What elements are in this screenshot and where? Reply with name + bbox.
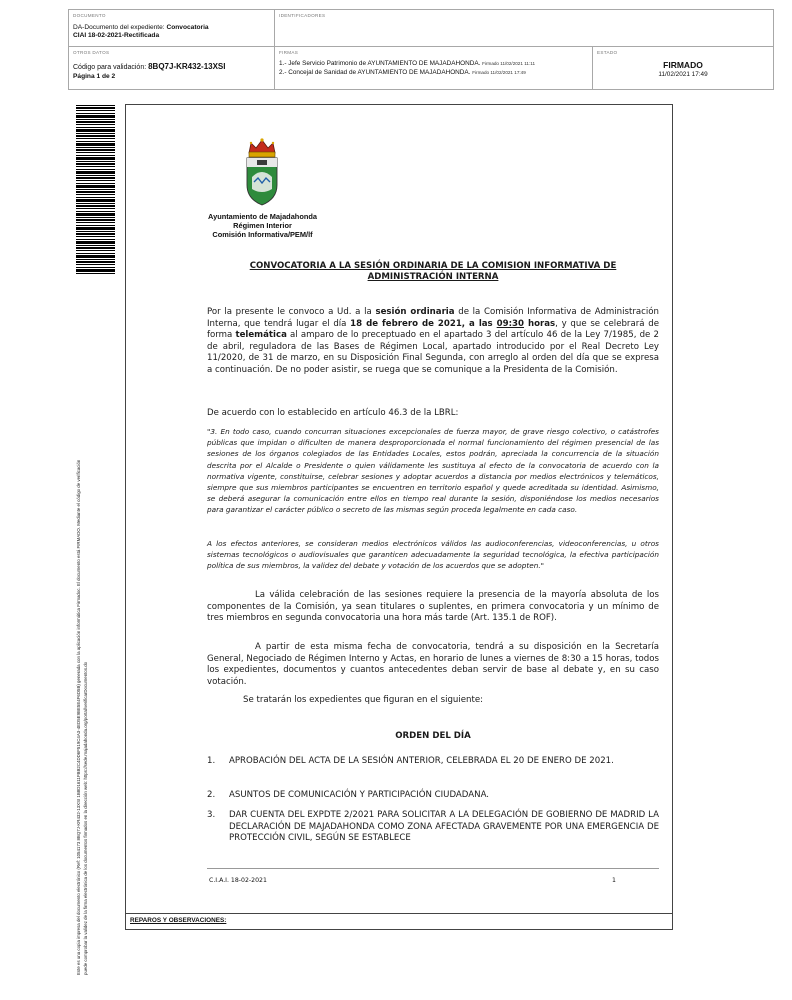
side-line-1: Este es una copia impresa del documento electrónico (Ref: 1054173 8BQ7J-KR432-13XSI 1B8D1611FBB2C4DD6F519C4A3-4ED5E9BE5E4F6D5B) generada con la aplicación informática Firmadoc. El documento está FIRMADO. Mediante el código de verificación [76, 459, 81, 975]
paragraph-disposicion: A partir de esta misma fecha de convocatoria, tendrá a su disposición en la Secretaría General, Negociado de Régimen Interno y Actas, en horario de lunes a viernes de 8:30 a 15 horas, todos los expedientes, documentos y cuantos antecedentes deban servir de base al debate y, en su caso votación. [207, 642, 659, 687]
footer-divider [207, 868, 659, 869]
estado-cell [593, 47, 773, 89]
paragraph-quorum: La válida celebración de las sesiones requiere la presencia de la mayoría absoluta de los componentes de la Comisión, ya sean titulares o suplentes, en primera convocatoria y un mínimo de tres miembros en segunda convocatoria una hora más tarde (Art. 135.1 de ROF). [207, 590, 659, 624]
document-title [207, 261, 659, 283]
firmas-caption: FIRMAS [279, 50, 299, 55]
municipal-crest-icon [243, 137, 281, 207]
list-item [207, 756, 659, 768]
quote-article-46-3: "3. En todo caso, cuando concurran situaciones excepcionales de fuerza mayor, de grave riesgo colectivo, o catástrofes públicas que impidan o dificulten de manera desproporcionada el normal funcionamiento del régimen presencial de las sesiones de los órganos colegiados de las Entidades Locales, estos podrán, apreciada la concurrencia de la situación descrita por el Alcalde o Presidente o quien válidamente les sustituya al efecto de la convocatoria de acuerdo con la normativa vigente, constituirse, celebrar sesiones y adoptar acuerdos a distancia por medios electrónicos y telemáticos, siempre que sus miembros participantes se encuentren en territorio español y quede acreditada su identidad. Asimismo, se deberá asegurar la comunicación entre ellos en tiempo real durante la sesión, disponiéndose los medios necesarios para garantizar el carácter público o secreto de las mismas según proceda legalmente en cada caso. [207, 427, 659, 515]
identificadores-caption: IDENTIFICADORES [279, 13, 326, 18]
side-line-2: puede comprobar la validez de la firma electrónica de los documentos firmados en la dirección web: https://sede.majadahonda.org/portal/verificarDocumentos.do [82, 661, 88, 975]
item-text: ASUNTOS DE COMUNICACIÓN Y PARTICIPACIÓN CIUDADANA. [229, 790, 490, 800]
identificadores-cell [275, 10, 773, 47]
reparos-label: REPAROS Y OBSERVACIONES: [130, 917, 227, 924]
otros-datos-caption: OTROS DATOS [73, 50, 110, 55]
estado-value: FIRMADO [663, 60, 703, 70]
estado-caption: ESTADO [597, 50, 618, 55]
footer-reference: C.I.A.I. 18-02-2021 [209, 877, 267, 884]
item-text: APROBACIÓN DEL ACTA DE LA SESIÓN ANTERIOR, CELEBRADA EL 20 DE ENERO DE 2021. [229, 756, 614, 766]
documento-line2: CIAI 18-02-2021-Rectificada [73, 32, 160, 39]
documento-caption: DOCUMENTO [73, 13, 106, 18]
side-verification-text [76, 285, 89, 975]
orden-del-dia-heading: ORDEN DEL DÍA [395, 731, 471, 741]
barcode-icon [76, 105, 115, 274]
paragraph-lbrl: De acuerdo con lo establecido en artículo 46.3 de la LBRL: [207, 408, 459, 418]
signature-header [68, 9, 774, 90]
list-item [207, 810, 659, 845]
title-line-2: ADMINISTRACIÓN INTERNA [367, 272, 499, 282]
item-number: 1. [207, 756, 216, 766]
pagina-label: Página 1 de 2 [73, 73, 116, 80]
firma-2: 2.- Concejal de Sanidad de AYUNTAMIENTO DE MAJADAHONDA. Firmado 11/02/2021 17:49 [279, 69, 526, 76]
title-line-1: CONVOCATORIA A LA SESIÓN ORDINARIA DE LA COMISION INFORMATIVA DE [249, 261, 617, 271]
codigo-validacion: Código para validación: 8BQ7J-KR432-13XSI [73, 62, 226, 71]
crest-line-3: Comisión Informativa/PEM/lf [212, 230, 313, 239]
estado-date: 11/02/2021 17:49 [658, 71, 708, 78]
crest-line-2: Régimen Interior [233, 221, 292, 230]
quote-efectos: A los efectos anteriores, se consideran medios electrónicos válidos las audioconferencias, videoconferencias, u otros sistemas tecnológicos o audiovisuales que garanticen adecuadamente la seguridad tecnológica, la efectiva participación política de sus miembros, la validez del debate y votación de los acuerdos que se adopten." [207, 539, 659, 571]
otros-datos-cell [69, 47, 275, 89]
paragraph-convocatoria: Por la presente le convoco a Ud. a la sesión ordinaria de la Comisión Informativa de Administración Interna, que tendrá lugar el día 18 de febrero de 2021, a las 09:30 horas, y que se celebrará de forma telemática al amparo de lo preceptuado en el apartado 3 del artículo 46 de la Ley 7/1985, de 2 de abril, reguladora de las Bases de Régimen Local, apartado introducido por el Real Decreto Ley 11/2020, de 31 de marzo, en su Disposición Final Segunda, con arreglo al orden del día que se expresa a continuación. De no poder asistir, se ruega que se comunique a la Presidenta de la Comisión. [207, 307, 659, 375]
item-text: DAR CUENTA DEL EXPDTE 2/2021 PARA SOLICITAR A LA DELEGACIÓN DE GOBIERNO DE MADRID LA DECLARACIÓN DE MAJADAHONDA COMO ZONA AFECTADA GRAVEMENTE POR UNA EMERGENCIA DE PROTECCIÓN CIVIL, SEGÚN SE ESTABLECE [229, 810, 659, 844]
documento-cell [69, 10, 275, 47]
firma-1: 1.- Jefe Servicio Patrimonio de AYUNTAMIENTO DE MAJADAHONDA. Firmado 11/02/2021 11:11 [279, 60, 536, 67]
crest-caption [195, 212, 330, 239]
page-number: 1 [612, 877, 616, 884]
crest-line-1: Ayuntamiento de Majadahonda [208, 212, 317, 221]
documento-line1: DA-Documento del expediente: Convocatoria [73, 24, 209, 31]
firmas-cell [275, 47, 593, 89]
item-number: 3. [207, 810, 216, 820]
item-number: 2. [207, 790, 216, 800]
list-item [207, 790, 659, 802]
reparos-box [125, 914, 673, 930]
paragraph-expedientes: Se tratarán los expedientes que figuran en el siguiente: [243, 695, 484, 705]
